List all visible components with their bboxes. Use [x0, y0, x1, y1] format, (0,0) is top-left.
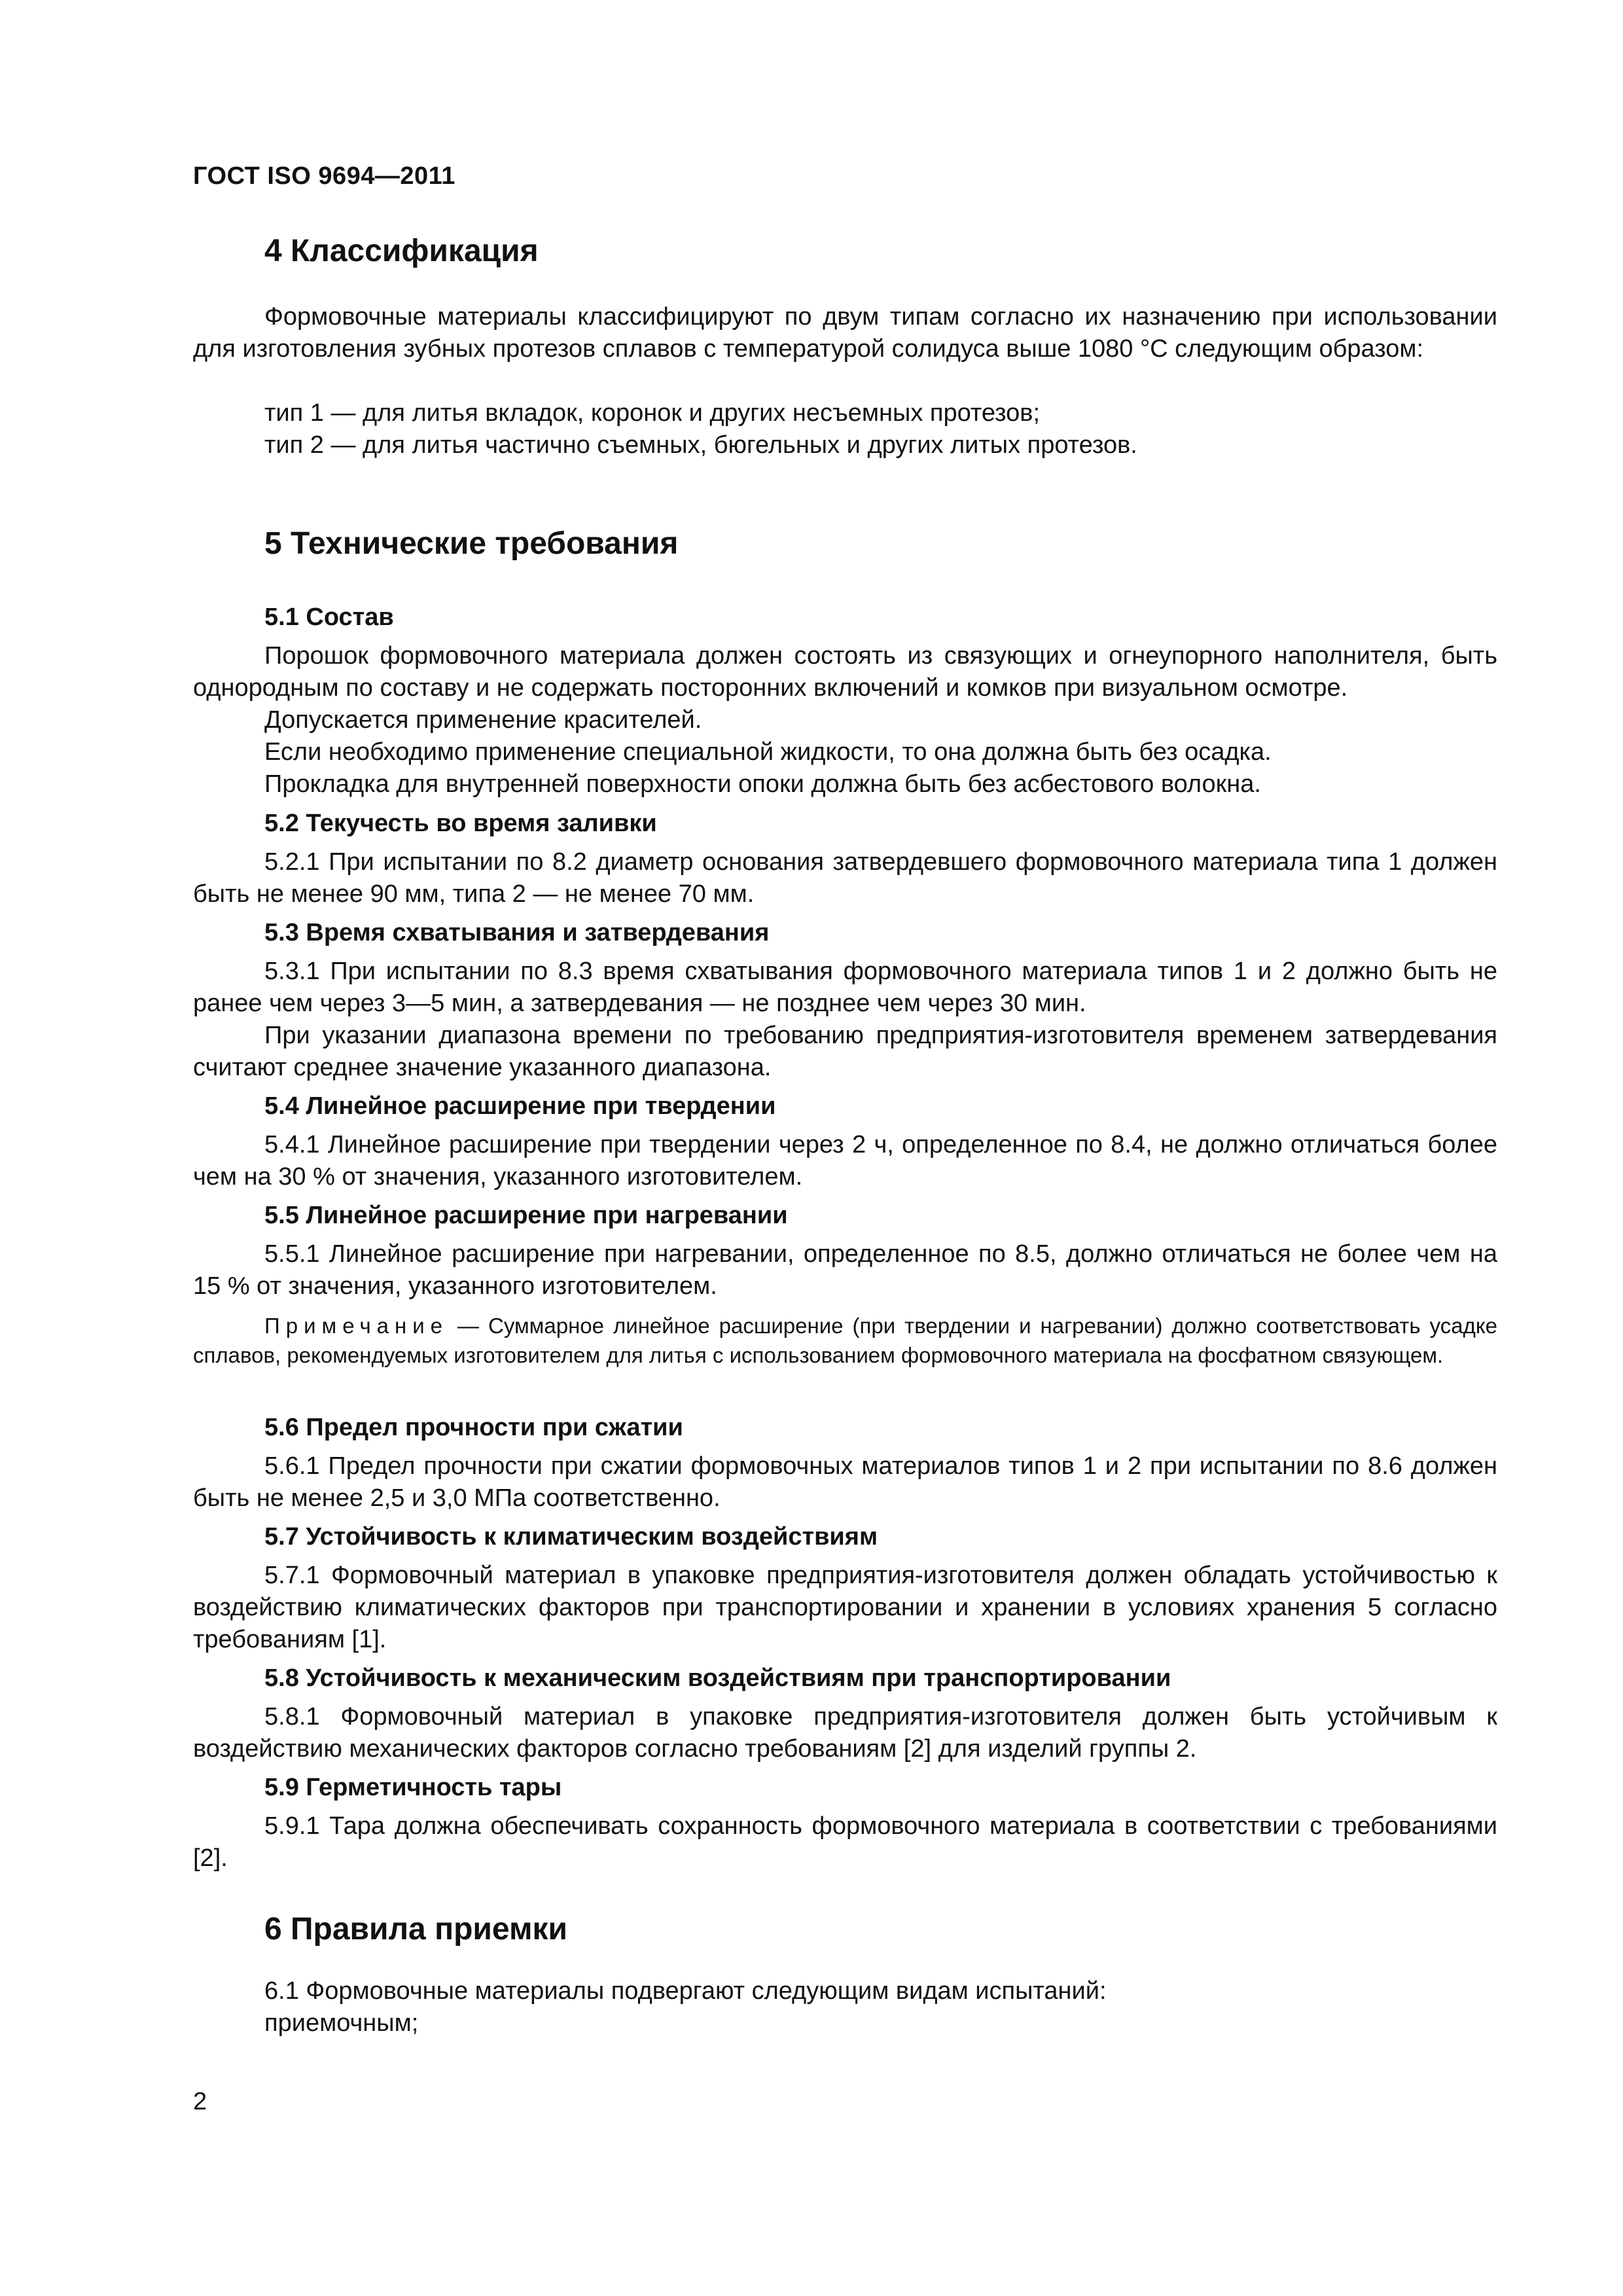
subsection-5-2-p1: 5.2.1 При испытании по 8.2 диаметр основания затвердевшего формовочного материала типа 1 должен быть не менее 90 мм, типа 2 — не менее 70 мм.: [193, 848, 1497, 908]
page-number: 2: [193, 2088, 207, 2115]
subsection-5-9-p1: 5.9.1 Тара должна обеспечивать сохранность формовочного материала в соответствии с требованиями [2].: [193, 1812, 1497, 1872]
section-4-intro: Формовочные материалы классифицируют по двум типам согласно их назначению при использовании для изготовления зубных протезов сплавов с температурой солидуса выше 1080 °С следующим образом:: [193, 303, 1497, 363]
subsection-5-5-title: 5.5 Линейное расширение при нагревании: [264, 1202, 788, 1229]
document-header: ГОСТ ISO 9694—2011: [193, 162, 455, 190]
subsection-5-7-p1: 5.7.1 Формовочный материал в упаковке предприятия-изготовителя должен обладать устойчивостью к воздействию климатических факторов при транспортировании и хранении в условиях хранения 5 согласно требованиям [1].: [193, 1562, 1497, 1653]
section-6-title: 6 Правила приемки: [264, 1912, 568, 1946]
subsection-5-4-title: 5.4 Линейное расширение при твердении: [264, 1092, 776, 1120]
subsection-5-3-p1: 5.3.1 При испытании по 8.3 время схватывания формовочного материала типов 1 и 2 должно быть не ранее чем через 3—5 мин, а затвердевания — не позднее чем через 30 мин.: [193, 958, 1497, 1017]
subsection-5-1-p3: Если необходимо применение специальной жидкости, то она должна быть без осадка.: [264, 738, 1272, 766]
subsection-5-2-title: 5.2 Текучесть во время заливки: [264, 810, 657, 837]
subsection-5-1-p4: Прокладка для внутренней поверхности опоки должна быть без асбестового волокна.: [264, 770, 1261, 798]
subsection-5-6-title: 5.6 Предел прочности при сжатии: [264, 1414, 683, 1441]
section-5-title: 5 Технические требования: [264, 526, 679, 561]
section-6-p1: 6.1 Формовочные материалы подвергают следующим видам испытаний:: [264, 1977, 1107, 2005]
section-4-type-1: тип 1 — для литья вкладок, коронок и других несъемных протезов;: [264, 399, 1041, 427]
section-4-title: 4 Классификация: [264, 234, 539, 268]
subsection-5-4-p1: 5.4.1 Линейное расширение при твердении через 2 ч, определенное по 8.4, не должно отличаться более чем на 30 % от значения, указанного изготовителем.: [193, 1131, 1497, 1191]
subsection-5-5-p1: 5.5.1 Линейное расширение при нагревании, определенное по 8.5, должно отличаться не более чем на 15 % от значения, указанного изготовителем.: [193, 1240, 1497, 1300]
subsection-5-3-title: 5.3 Время схватывания и затвердевания: [264, 919, 770, 946]
subsection-5-8-p1: 5.8.1 Формовочный материал в упаковке предприятия-изготовителя должен быть устойчивым к воздействию механических факторов согласно требованиям [2] для изделий группы 2.: [193, 1703, 1497, 1763]
section-6-p2: приемочным;: [264, 2009, 419, 2037]
subsection-5-9-title: 5.9 Герметичность тары: [264, 1774, 562, 1801]
subsection-5-1-title: 5.1 Состав: [264, 603, 394, 631]
subsection-5-6-p1: 5.6.1 Предел прочности при сжатии формовочных материалов типов 1 и 2 при испытании по 8.6 должен быть не менее 2,5 и 3,0 МПа соответственно.: [193, 1452, 1497, 1512]
subsection-5-5-note: Примечание — Суммарное линейное расширение (при твердении и нагревании) должно соответствовать усадке сплавов, рекомендуемых изготовителем для литья с использованием формовочного материала на фосфатном связующем.: [193, 1314, 1497, 1367]
section-4-type-2: тип 2 — для литья частично съемных, бюгельных и других литых протезов.: [264, 431, 1137, 459]
subsection-5-1-p1: Порошок формовочного материала должен состоять из связующих и огнеупорного наполнителя, быть однородным по составу и не содержать посторонних включений и комков при визуальном осмотре.: [193, 642, 1497, 702]
subsection-5-7-title: 5.7 Устойчивость к климатическим воздействиям: [264, 1523, 878, 1551]
subsection-5-3-p2: При указании диапазона времени по требованию предприятия-изготовителя временем затвердевания считают среднее значение указанного диапазона.: [193, 1022, 1497, 1081]
subsection-5-8-title: 5.8 Устойчивость к механическим воздействиям при транспортировании: [264, 1664, 1171, 1692]
subsection-5-1-p2: Допускается применение красителей.: [264, 706, 702, 734]
